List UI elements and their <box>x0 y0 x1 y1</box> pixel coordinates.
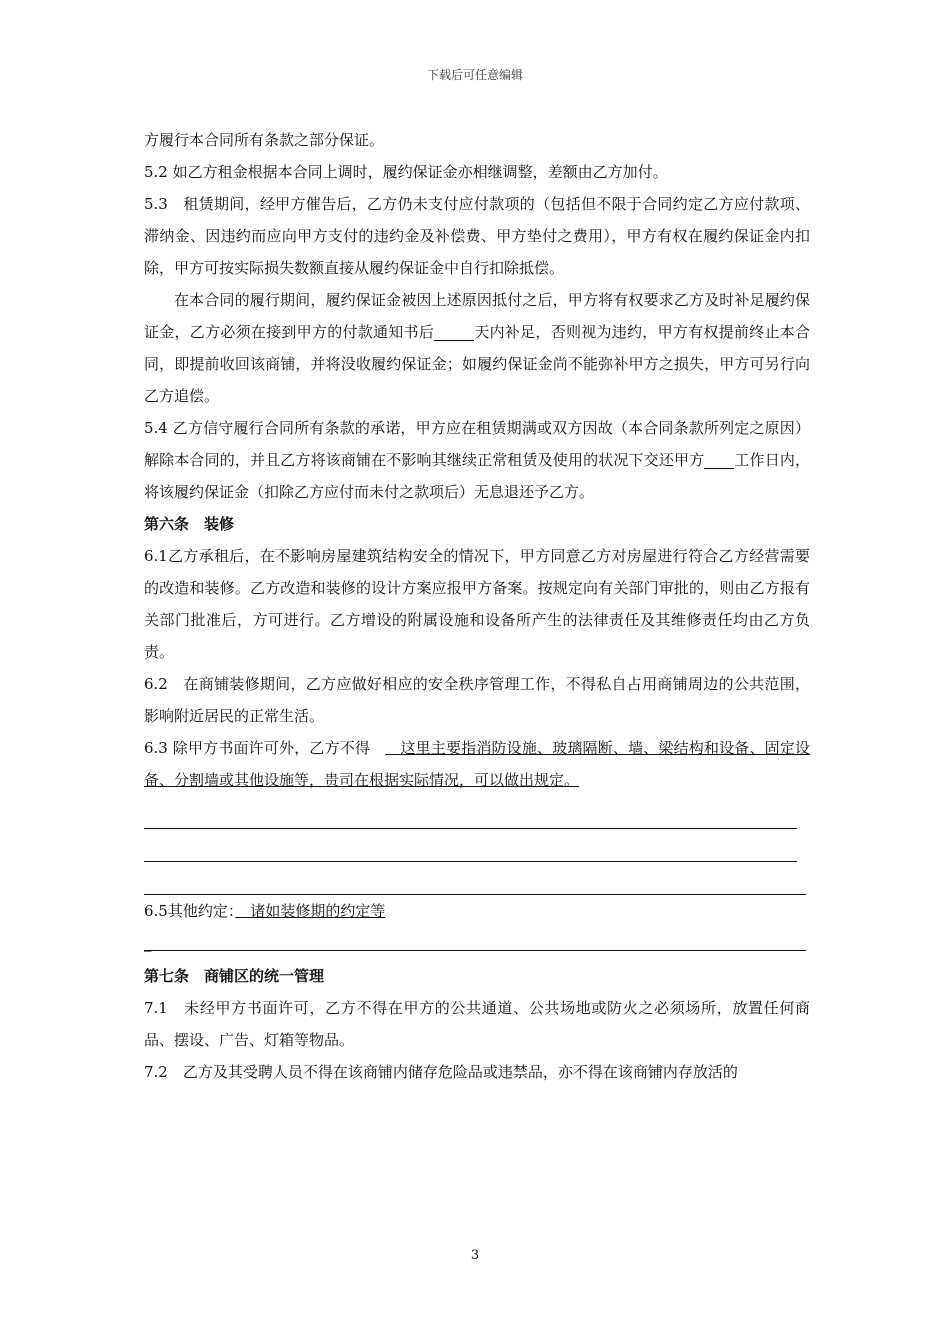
blank-line[interactable] <box>144 862 806 895</box>
workdays-blank[interactable] <box>704 448 734 469</box>
paragraph-6-3 <box>144 732 810 796</box>
paragraph-6-5 <box>144 895 810 927</box>
paragraph-7-1: 7.1 未经甲方书面许可，乙方不得在甲方的公共通道、公共场地或防火之必须场所，放置任何商品、摆设、广告、灯箱等物品。 <box>144 999 810 1049</box>
underlined-fill-text: 诸如装修期的约定等 <box>235 902 386 920</box>
document-body <box>144 124 810 1088</box>
paragraph-text: 工作日内，将该履约保证金（扣除乙方应付而未付之款项后）无息退还予乙方。 <box>144 451 810 501</box>
paragraph-7-2: 7.2 乙方及其受聘人员不得在该商铺内储存危险品或违禁品，亦不得在该商铺内存放活的 <box>144 1063 738 1081</box>
blank-line[interactable] <box>144 829 797 862</box>
days-blank[interactable] <box>434 320 474 341</box>
section-heading-6: 第六条 装修 <box>144 515 235 533</box>
paragraph-6-1: 6.1乙方承租后，在不影响房屋建筑结构安全的情况下，甲方同意乙方对房屋进行符合乙方经营需要的改造和装修。乙方改造和装修的设计方案应报甲方备案。按规定向有关部门审批的，则由乙方报有关部门批准后，方可进行。乙方增设的附属设施和设备所产生的法律责任及其维修责任均由乙方负责。 <box>144 547 810 661</box>
paragraph-5-2: 5.2 如乙方租金根据本合同上调时，履约保证金亦相继调整，差额由乙方加付。 <box>144 163 668 181</box>
page-number: 3 <box>470 1248 480 1263</box>
paragraph-5-3: 5.3 租赁期间，经甲方催告后，乙方仍未支付应付款项的（包括但不限于合同约定乙方应付款项、滞纳金、因违约而应向甲方支付的违约金及补偿费、甲方垫付之费用），甲方有权在履约保证金内扣除，甲方可按实际损失数额直接从履约保证金中自行扣除抵偿。 <box>144 195 810 277</box>
underlined-fill-text: 这里主要指消防设施、玻璃隔断、墙、梁结构和设备、固定设备、分割墙或其他设施等，贵司在根据实际情况，可以做出规定。 <box>144 739 810 789</box>
paragraph-text: 在本合同的履行期间，履约保证金被因上述原因抵付之后，甲方将有权要求乙方及时补足履约保证金，乙方必须在接到甲方的付款通知书后 <box>144 291 810 341</box>
page-header: 下载后可任意编辑 <box>426 68 523 82</box>
blank-line[interactable] <box>144 950 806 951</box>
paragraph-text: 6.5其他约定： <box>144 902 236 920</box>
paragraph-text: 6.3 除甲方书面许可外，乙方不得 <box>144 739 386 757</box>
paragraph-text: 5.4 乙方信守履行合同所有条款的承诺，甲方应在租赁期满或双方因故（本合同条款所列定之原因）解除本合同的，并且乙方将该商铺在不影响其继续正常租赁及使用的状况下交还甲方 <box>144 419 810 469</box>
paragraph-6-2: 6.2 在商铺装修期间，乙方应做好相应的安全秩序管理工作，不得私自占用商铺周边的公共范围，影响附近居民的正常生活。 <box>144 675 810 725</box>
dash-mark: _ <box>144 934 152 952</box>
paragraph-deposit-replenish <box>144 284 810 412</box>
paragraph-5-1-end: 方履行本合同所有条款之部分保证。 <box>144 131 385 149</box>
paragraph-text: 天内补足，否则视为违约，甲方有权提前终止本合同，即提前收回该商铺，并将没收履约保证金；如履约保证金尚不能弥补甲方之损失，甲方可另行向乙方追偿。 <box>144 323 810 405</box>
blank-line[interactable] <box>144 796 797 829</box>
paragraph-5-4 <box>144 412 810 508</box>
section-heading-7: 第七条 商铺区的统一管理 <box>144 967 325 985</box>
